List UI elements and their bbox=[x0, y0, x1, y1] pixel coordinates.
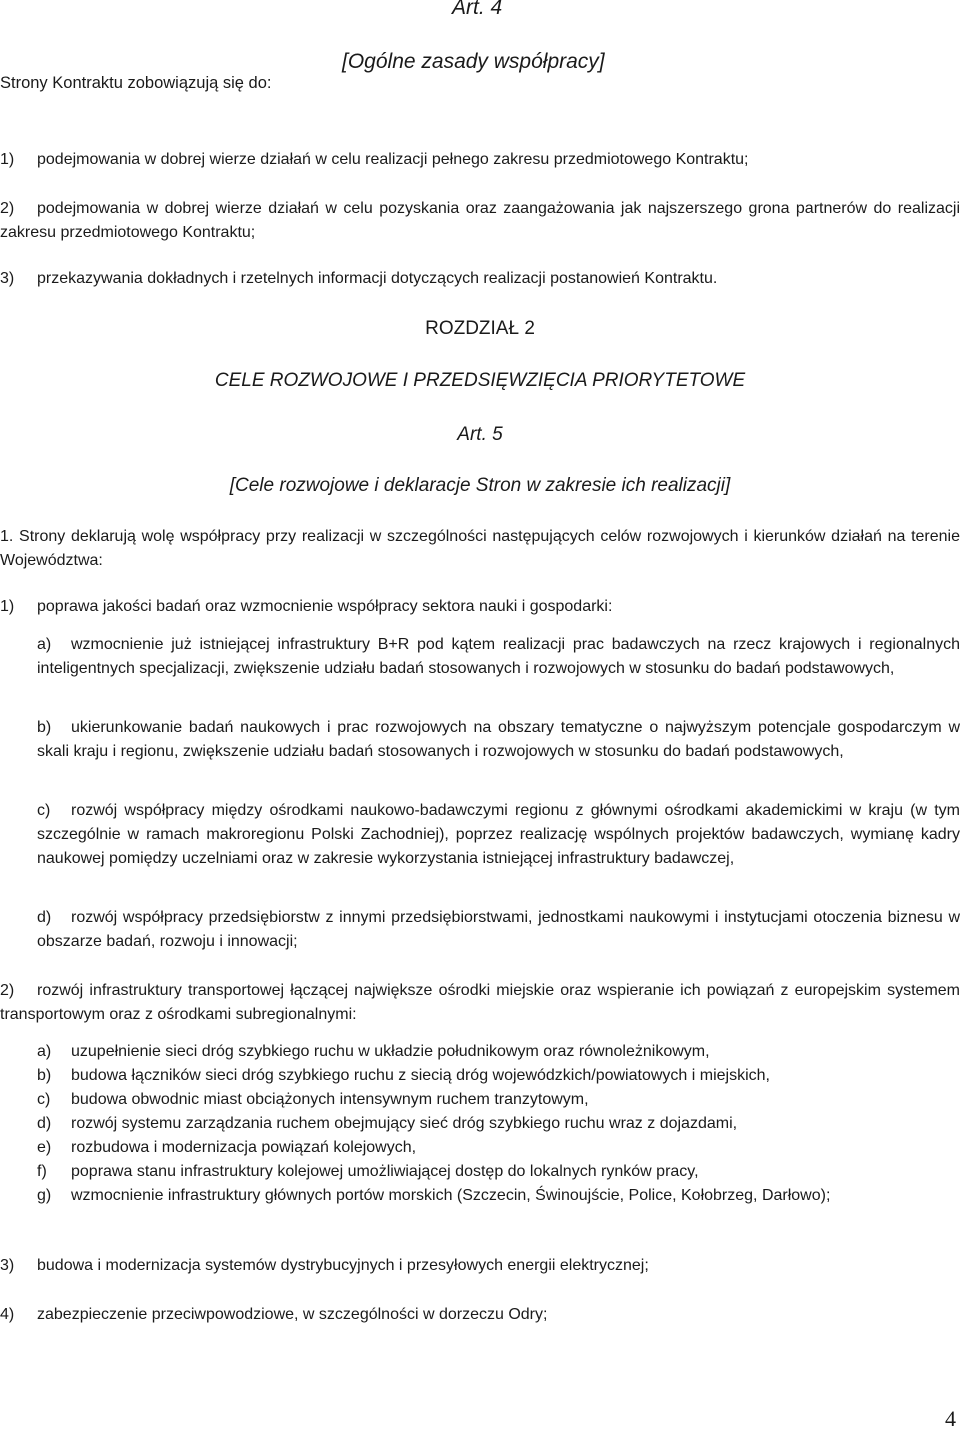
goal-text: zabezpieczenie przeciwpowodziowe, w szczególności w dorzeczu Odry; bbox=[37, 1306, 548, 1323]
sub-item-letter: d) bbox=[37, 1115, 52, 1132]
article-4-intro: Strony Kontraktu zobowiązują się do: bbox=[0, 74, 272, 92]
sub-item-letter: b) bbox=[37, 1067, 52, 1084]
article-5-title: [Cele rozwojowe i deklaracje Stron w zakresie ich realizacji] bbox=[229, 475, 731, 496]
sub-item-letter: a) bbox=[37, 636, 52, 653]
chapter-label: ROZDZIAŁ 2 bbox=[425, 318, 535, 339]
goal-text: poprawa jakości badań oraz wzmocnienie współpracy sektora nauki i gospodarki: bbox=[37, 598, 613, 615]
goal-number: 1) bbox=[0, 598, 15, 615]
sub-item-text: rozwój systemu zarządzania ruchem obejmujący sieć dróg szybkiego ruchu wraz z dojazdami, bbox=[71, 1115, 738, 1132]
goal-number: 2) bbox=[0, 982, 15, 999]
sub-item-text: rozwój współpracy między ośrodkami naukowo-badawczymi regionu z głównymi ośrodkami akademickimi w kraju (w tym szczególnie w ramach makroregionu Polski Zachodniej), poprzez realizację wspólnych projektów badawczych, wymianę kadry naukowej pomiędzy uczelniami oraz w zakresie wykorzystania istniejącej infrastruktury badawczej, bbox=[37, 802, 960, 867]
sub-item-letter: d) bbox=[37, 909, 52, 926]
sub-item-text: rozwój współpracy przedsiębiorstw z innymi przedsiębiorstwami, jednostkami naukowymi i instytucjami otoczenia biznesu w obszarze badań, rozwoju i innowacji; bbox=[37, 909, 960, 950]
list-item bbox=[0, 197, 960, 245]
list-item-text: podejmowania w dobrej wierze działań w celu realizacji pełnego zakresu przedmiotowego Kontraktu; bbox=[37, 151, 749, 168]
sub-item-letter: b) bbox=[37, 719, 52, 736]
sub-item-letter: a) bbox=[37, 1043, 52, 1060]
list-item-text: podejmowania w dobrej wierze działań w celu pozyskania oraz zaangażowania jak najszerszego grona partnerów do realizacji zakresu przedmiotowego Kontraktu; bbox=[0, 200, 960, 241]
sub-item-text: uzupełnienie sieci dróg szybkiego ruchu w układzie południkowym oraz równoleżnikowym, bbox=[71, 1043, 710, 1060]
article-5-paragraph: 1. Strony deklarują wolę współpracy przy realizacji w szczególności następujących celów rozwojowych i kierunków działań na terenie Województwa: bbox=[0, 528, 960, 569]
list-item-text: przekazywania dokładnych i rzetelnych informacji dotyczących realizacji postanowień Kontraktu. bbox=[37, 270, 718, 287]
sub-item-letter: f) bbox=[37, 1163, 47, 1180]
article-5-label: Art. 5 bbox=[457, 424, 503, 445]
sub-item-text: wzmocnienie infrastruktury głównych portów morskich (Szczecin, Świnoujście, Police, Kołobrzeg, Darłowo); bbox=[71, 1187, 831, 1204]
goal-item bbox=[0, 979, 960, 1027]
chapter-title: CELE ROZWOJOWE I PRZEDSIĘWZIĘCIA PRIORYTETOWE bbox=[214, 370, 746, 391]
article-4-title: [Ogólne zasady współpracy] bbox=[342, 50, 605, 73]
goal-text: budowa i modernizacja systemów dystrybucyjnych i przesyłowych energii elektrycznej; bbox=[37, 1257, 649, 1274]
sub-item-text: poprawa stanu infrastruktury kolejowej umożliwiającej dostęp do lokalnych rynków pracy, bbox=[71, 1163, 699, 1180]
list-item-number: 2) bbox=[0, 200, 15, 217]
page-number: 4 bbox=[945, 1406, 956, 1431]
sub-item-letter: c) bbox=[37, 1091, 51, 1108]
article-4-label: Art. 4 bbox=[452, 0, 503, 19]
sub-item-letter: e) bbox=[37, 1139, 52, 1156]
list-item-number: 1) bbox=[0, 151, 15, 168]
sub-item-text: budowa łączników sieci dróg szybkiego ruchu z siecią dróg wojewódzkich/powiatowych i miejskich, bbox=[71, 1067, 770, 1084]
list-item-number: 3) bbox=[0, 270, 15, 287]
goal-text: rozwój infrastruktury transportowej łączącej największe ośrodki miejskie oraz wspieranie ich powiązań z europejskim systemem transportowym oraz z ośrodkami subregionalnymi: bbox=[0, 982, 960, 1023]
sub-item-text: ukierunkowanie badań naukowych i prac rozwojowych na obszary tematyczne o najwyższym potencjale gospodarczym w skali kraju i regionu, zwiększenie udziału badań stosowanych i rozwojowych w stosunku do badań podstawowych, bbox=[37, 719, 960, 760]
sub-item-text: rozbudowa i modernizacja powiązań kolejowych, bbox=[71, 1139, 417, 1156]
sub-item-letter: c) bbox=[37, 802, 51, 819]
sub-item-letter: g) bbox=[37, 1187, 52, 1204]
sub-item-text: budowa obwodnic miast obciążonych intensywnym ruchem tranzytowym, bbox=[71, 1091, 589, 1108]
sub-item-text: wzmocnienie już istniejącej infrastruktury B+R pod kątem realizacji prac badawczych na rzecz krajowych i regionalnych inteligentnych specjalizacji, zwiększenie udziału badań stosowanych i rozwojowych w stosunku do badań podstawowych, bbox=[37, 636, 960, 677]
goal-number: 3) bbox=[0, 1257, 15, 1274]
goal-number: 4) bbox=[0, 1306, 15, 1323]
